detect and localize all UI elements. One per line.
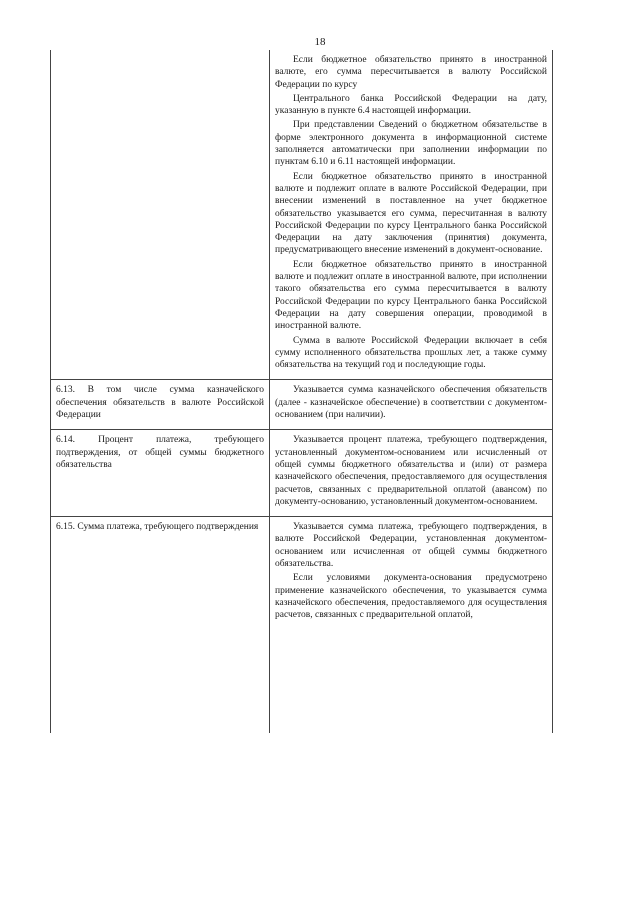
paragraph: Центрального банка Российской Федерации на дату, указанную в пункте 6.4 настоящей информации. (275, 93, 547, 117)
table-cell-right (270, 430, 553, 517)
paragraph: Указывается сумма платежа, требующего подтверждения, в валюте Российской Федерации, установленная документом-основанием или исчисленная от общей суммы бюджетного обязательства. (275, 522, 547, 569)
table-cell-left (51, 50, 270, 380)
table-row-6-15 (51, 517, 553, 734)
table-row-continuation (51, 50, 553, 380)
paragraph: Сумма в валюте Российской Федерации включает в себя сумму исполненного обязательства прошлых лет, а также сумму обязательства на текущий год и последующие годы. (275, 335, 547, 371)
paragraph: Если бюджетное обязательство принято в иностранной валюте и подлежит оплате в валюте Российской Федерации, при внесении изменений в поставленное на учет бюджетное обязательство указывается его сумма, пересчитанная в валюту Российской Федерации по курсу Центрального банка Российской Федерации на дату заключения (принятия) документа, предусматривающего внесение изменений в документ-основание. (275, 171, 547, 256)
paragraph: Если бюджетное обязательство принято в иностранной валюте, его сумма пересчитывается в валюту Российской Федерации по курсу (275, 55, 547, 90)
table-cell-left (51, 430, 270, 517)
table-cell-right (270, 517, 553, 734)
table-cell-left (51, 517, 270, 734)
paragraph: Если условиями документа-основания предусмотрено применение казначейского обеспечения, то указывается сумма казначейского обеспечения, предоставляемого для осуществления расчетов, связанных с предварительной оплатой, (275, 573, 547, 621)
paragraph: Указывается процент платежа, требующего подтверждения, установленный документом-основанием или исчисленный от общей суммы бюджетного обязательства и (или) от размера казначейского обеспечения, предоставляемого для осуществления расчетов, связанных с предварительной оплатой (авансом) по документу-основанию, установленный документом-основанием. (275, 435, 547, 507)
document-table (50, 50, 553, 733)
field-label: 6.13. В том числе сумма казначейского обеспечения обязательств в валюте Российской Федерации (56, 385, 264, 421)
table-cell-right (270, 380, 553, 430)
paragraph: Если бюджетное обязательство принято в иностранной валюте и подлежит оплате в иностранной валюте, при исполнении такого обязательства его сумма пересчитывается в валюту Российской Федерации по курсу Центрального банка Российской Федерации на дату совершения операции, проводимой в иностранной валюте. (275, 259, 547, 332)
page-number: 18 (314, 36, 326, 48)
table-cell-left (51, 380, 270, 430)
field-label: 6.14. Процент платежа, требующего подтверждения, от общей суммы бюджетного обязательства (56, 435, 264, 470)
table-row-6-13 (51, 380, 553, 430)
field-label: 6.15. Сумма платежа, требующего подтверждения (56, 522, 259, 533)
paragraph: Указывается сумма казначейского обеспечения обязательств (далее - казначейское обеспечение) в соответствии с документом-основанием (при наличии). (275, 385, 547, 421)
table-cell-right (270, 50, 553, 380)
paragraph: При представлении Сведений о бюджетном обязательстве в форме электронного документа в информационной системе заполняется автоматически при заполнении информации по пунктам 6.10 и 6.11 настоящей информации. (275, 120, 547, 168)
table-row-6-14 (51, 430, 553, 517)
